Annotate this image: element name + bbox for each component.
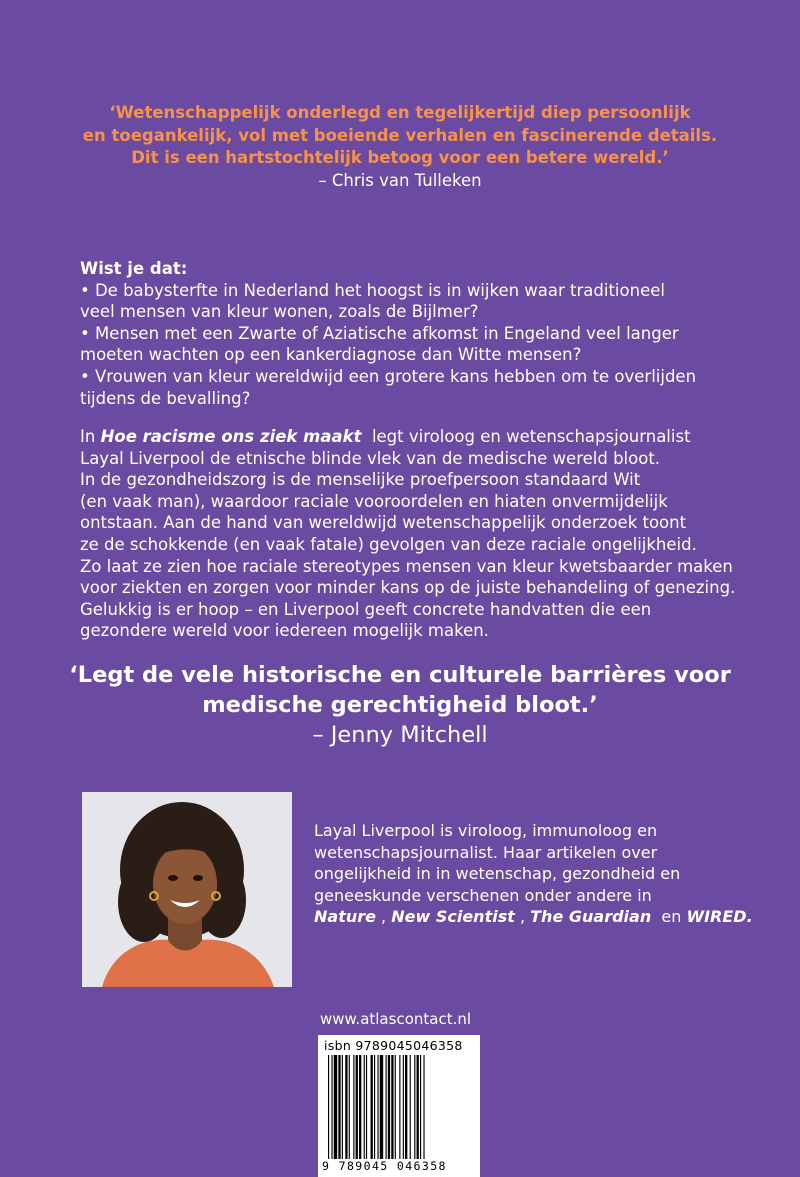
barcode-bar bbox=[364, 1055, 365, 1159]
barcode-bar bbox=[410, 1055, 411, 1159]
middle-quote-attribution: – Jenny Mitchell bbox=[312, 722, 488, 748]
barcode-bar bbox=[331, 1055, 332, 1159]
description-line: ontstaan. Aan de hand van wereldwijd wetenschappelijk onderzoek toont bbox=[80, 513, 687, 533]
barcode-bar bbox=[371, 1055, 373, 1159]
barcode-bar bbox=[377, 1055, 378, 1159]
facts-heading: Wist je dat: bbox=[80, 259, 188, 278]
barcode-bar bbox=[338, 1055, 340, 1159]
facts-line: • De babysterfte in Nederland het hoogst is in wijken waar traditioneel bbox=[80, 280, 665, 300]
publication-nature: Nature bbox=[314, 907, 376, 927]
barcode-bar bbox=[405, 1055, 407, 1159]
middle-quote-line: medische gerechtigheid bloot.’ bbox=[202, 692, 598, 718]
intro-suffix: legt viroloog en wetenschapsjournalist bbox=[361, 427, 691, 446]
description-line: gezondere wereld voor iedereen mogelijk maken. bbox=[80, 621, 489, 641]
middle-quote-line: ‘Legt de vele historische en culturele barrières voor bbox=[69, 662, 731, 688]
barcode-bar bbox=[399, 1055, 400, 1159]
bio-line: Layal Liverpool is viroloog, immunoloog en bbox=[314, 821, 658, 840]
bio-publications bbox=[314, 906, 753, 928]
description-line: Zo laat ze zien hoe raciale stereotypes mensen van kleur kwetsbaarder maken bbox=[80, 556, 733, 576]
barcode-bar bbox=[417, 1055, 419, 1159]
barcode bbox=[318, 1035, 480, 1177]
facts-line: moeten wachten op een kankerdiagnose dan Witte mensen? bbox=[80, 345, 582, 365]
barcode-bar bbox=[334, 1055, 337, 1159]
publication-guardian: The Guardian bbox=[530, 907, 652, 927]
description-line: voor ziekten en zorgen voor minder kans op de juiste behandeling of genezing. bbox=[80, 578, 736, 598]
author-photo bbox=[82, 792, 292, 987]
description bbox=[80, 426, 736, 642]
facts-line: tijdens de bevalling? bbox=[80, 388, 251, 408]
barcode-bar bbox=[420, 1055, 421, 1159]
description-line: Gelukkig is er hoop – en Liverpool geeft concrete handvatten die een bbox=[80, 599, 652, 619]
barcode-bar bbox=[414, 1055, 415, 1159]
publication-separator: , bbox=[375, 907, 392, 927]
author-portrait-illustration bbox=[82, 792, 292, 987]
bio-line: geneeskunde verschenen onder andere in bbox=[314, 885, 652, 905]
barcode-bar bbox=[374, 1055, 375, 1159]
bio-line: wetenschapsjournalist. Haar artikelen over bbox=[314, 842, 658, 862]
publication-new-scientist: New Scientist bbox=[391, 907, 515, 927]
barcode-bar bbox=[353, 1055, 354, 1159]
barcode-bar bbox=[391, 1055, 393, 1159]
top-quote-line: ‘Wetenschappelijk onderlegd en tegelijkertijd diep persoonlijk bbox=[109, 103, 691, 122]
book-title: Hoe racisme ons ziek maakt bbox=[100, 427, 362, 446]
publication-wired: WIRED. bbox=[686, 907, 753, 927]
barcode-bar bbox=[345, 1055, 347, 1159]
facts-line: • Vrouwen van kleur wereldwijd een grotere kans hebben om te overlijden bbox=[80, 366, 697, 386]
publication-separator: en bbox=[651, 907, 687, 927]
top-quote-line: en toegankelijk, vol met boeiende verhalen en fascinerende details. bbox=[82, 125, 718, 145]
intro-prefix: In bbox=[80, 427, 101, 446]
barcode-bar bbox=[386, 1055, 387, 1159]
top-quote bbox=[0, 102, 800, 192]
isbn-label: isbn 9789045046358 bbox=[324, 1038, 463, 1053]
barcode-bar bbox=[366, 1055, 367, 1159]
barcode-digits: 9 789045 046358 bbox=[322, 1159, 447, 1173]
facts-line: veel mensen van kleur wonen, zoals de Bijlmer? bbox=[80, 302, 479, 322]
barcode-bar bbox=[359, 1055, 361, 1159]
facts-section bbox=[80, 258, 720, 409]
description-line: Layal Liverpool de etnische blinde vlek van de medische wereld bloot. bbox=[80, 448, 661, 468]
description-intro bbox=[80, 426, 720, 448]
middle-quote bbox=[0, 660, 800, 750]
barcode-bars-icon bbox=[318, 1055, 480, 1159]
publisher-website: www.atlascontact.nl bbox=[320, 1010, 472, 1028]
barcode-bar bbox=[328, 1055, 329, 1159]
description-line: (en vaak man), waardoor raciale vooroordelen en hiaten onvermijdelijk bbox=[80, 491, 668, 511]
barcode-bar bbox=[395, 1055, 396, 1159]
barcode-bar bbox=[423, 1055, 424, 1159]
top-quote-attribution: – Chris van Tulleken bbox=[318, 170, 482, 190]
barcode-bar bbox=[342, 1055, 343, 1159]
facts-line: • Mensen met een Zwarte of Aziatische afkomst in Engeland veel langer bbox=[80, 323, 679, 343]
barcode-bar bbox=[380, 1055, 383, 1159]
barcode-bar bbox=[349, 1055, 350, 1159]
barcode-bar bbox=[403, 1055, 404, 1159]
barcode-bar bbox=[388, 1055, 390, 1159]
author-bio bbox=[314, 820, 753, 928]
publication-separator: , bbox=[514, 907, 531, 927]
top-quote-line: Dit is een hartstochtelijk betoog voor een betere wereld.’ bbox=[131, 148, 669, 167]
description-line: In de gezondheidszorg is de menselijke proefpersoon standaard Wit bbox=[80, 470, 641, 490]
description-line: ze de schokkende (en vaak fatale) gevolgen van deze raciale ongelijkheid. bbox=[80, 534, 697, 554]
bio-line: ongelijkheid in in wetenschap, gezondheid en bbox=[314, 864, 681, 884]
barcode-bar bbox=[356, 1055, 358, 1159]
